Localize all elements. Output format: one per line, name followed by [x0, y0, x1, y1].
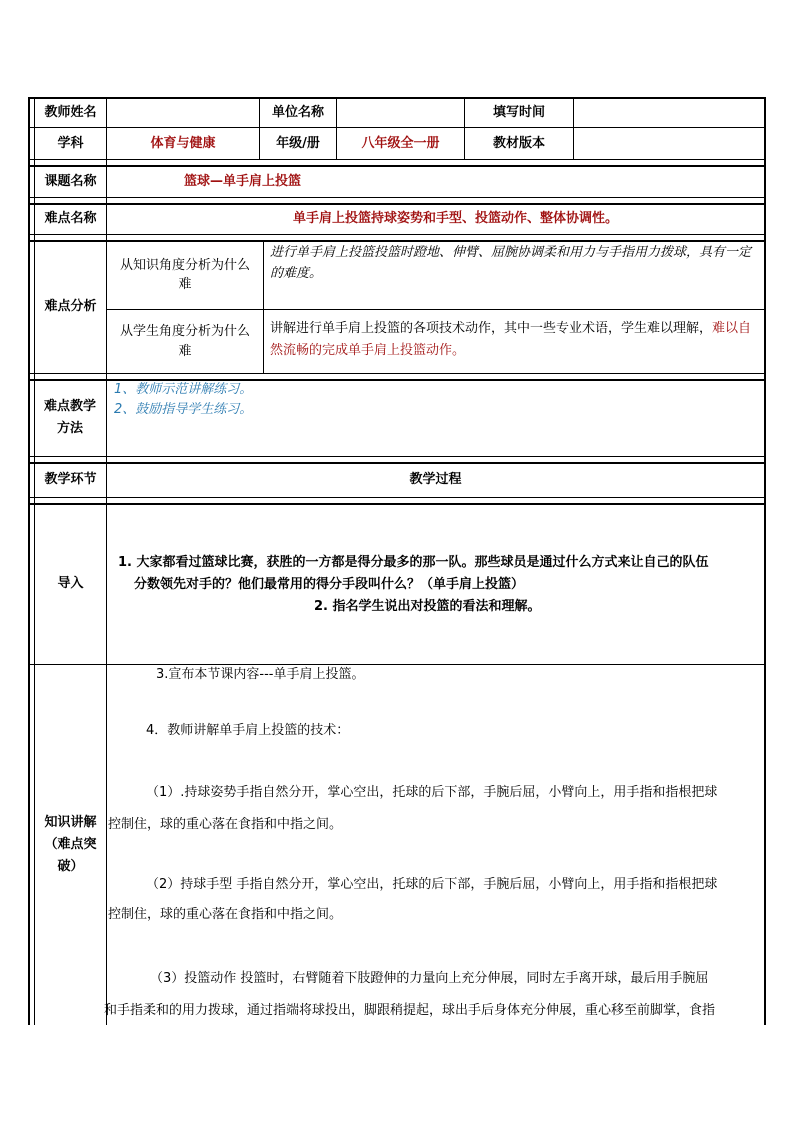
- knowledge-paragraph: （1）.持球姿势手指自然分开，掌心空出，托球的后下部，手腕后屈，小臂向上，用手指和指根把球: [146, 785, 718, 800]
- intro-line: 2. 指名学生说出对投篮的看法和理解。: [314, 599, 541, 614]
- knowledge-paragraph: 3.宣布本节课内容---单手肩上投篮。: [156, 667, 365, 682]
- topic-label: 课题名称: [44, 173, 97, 189]
- student-angle-label: 从学生角度分析为什么难: [119, 324, 250, 359]
- topic-value: 篮球—单手肩上投篮: [184, 173, 302, 189]
- table-border-left: [28, 97, 30, 1025]
- table-border-right: [764, 97, 766, 1025]
- grade-label: 年级/册: [276, 135, 320, 151]
- teacher-name-value: [107, 98, 259, 127]
- edition-value: [574, 128, 764, 159]
- row-divider: [28, 197, 766, 198]
- row-divider: [28, 497, 766, 498]
- teacher-name-label: 教师姓名: [44, 104, 97, 120]
- row-divider: [28, 373, 766, 374]
- method-label: 难点教学方法: [43, 399, 96, 436]
- knowledge-paragraph: 控制住，球的重心落在食指和中指之间。: [108, 817, 343, 832]
- unit-name-value: [337, 98, 464, 127]
- subject-value: 体育与健康: [150, 135, 216, 151]
- knowledge-angle-label: 从知识角度分析为什么难: [119, 257, 250, 292]
- intro-line: 分数领先对手的？他们最常用的得分手段叫什么？（单手肩上投篮）: [134, 577, 525, 592]
- knowledge-angle-text: 进行单手肩上投篮投篮时蹬地、伸臂、屈腕协调柔和用力与手指用力拨球，具有一定的难度。: [270, 245, 752, 281]
- student-angle-text: [270, 318, 762, 373]
- intro-label: 导入: [57, 576, 84, 592]
- row-divider: [28, 503, 766, 505]
- method-item: 2、鼓励指导学生练习。: [114, 402, 253, 417]
- row-divider: [28, 456, 766, 457]
- analysis-label: 难点分析: [44, 299, 97, 315]
- stage-header: 教学环节: [44, 472, 97, 488]
- method-item: 1、教师示范讲解练习。: [114, 382, 253, 397]
- subject-label: 学科: [57, 135, 84, 151]
- difficulty-value: 单手肩上投篮持球姿势和手型、投篮动作、整体协调性。: [292, 211, 618, 227]
- unit-name-label: 单位名称: [271, 104, 324, 120]
- student-angle-text-red: 难以自然流畅的完成单手肩上投篮动作。: [270, 321, 752, 358]
- row-divider: [28, 234, 766, 235]
- fill-time-value: [574, 98, 764, 127]
- difficulty-label: 难点名称: [44, 211, 97, 227]
- knowledge-paragraph: 和手指柔和的用力拨球，通过指端将球投出，脚跟稍提起，球出手后身体充分伸展，重心移至前脚掌，食指: [104, 1003, 716, 1018]
- row-divider: [28, 159, 766, 160]
- knowledge-label: 知识讲解（难点突破）: [44, 815, 97, 874]
- col-divider: [106, 97, 107, 1025]
- knowledge-paragraph: （3）投篮动作 投篮时，右臂随着下肢蹬伸的力量向上充分伸展，同时左手离开球，最后用手腕屈: [150, 971, 709, 986]
- grade-value: 八年级全一册: [361, 135, 440, 151]
- fill-time-label: 填写时间: [492, 104, 545, 120]
- col-divider: [263, 240, 264, 373]
- knowledge-paragraph: （2）持球手型 手指自然分开，掌心空出，托球的后下部，手腕后屈，小臂向上，用手指和指根把球: [146, 877, 718, 892]
- knowledge-paragraph: 4．教师讲解单手肩上投篮的技术：: [146, 723, 350, 738]
- knowledge-paragraph: 控制住，球的重心落在食指和中指之间。: [108, 907, 343, 922]
- student-angle-text-black: 讲解进行单手肩上投篮的各项技术动作，其中一些专业术语，学生难以理解，: [270, 321, 713, 336]
- edition-label: 教材版本: [492, 135, 545, 151]
- intro-line: 1. 大家都看过篮球比赛，获胜的一方都是得分最多的那一队。那些球员是通过什么方式来让自己的队伍: [118, 555, 709, 570]
- process-header: 教学过程: [409, 472, 462, 488]
